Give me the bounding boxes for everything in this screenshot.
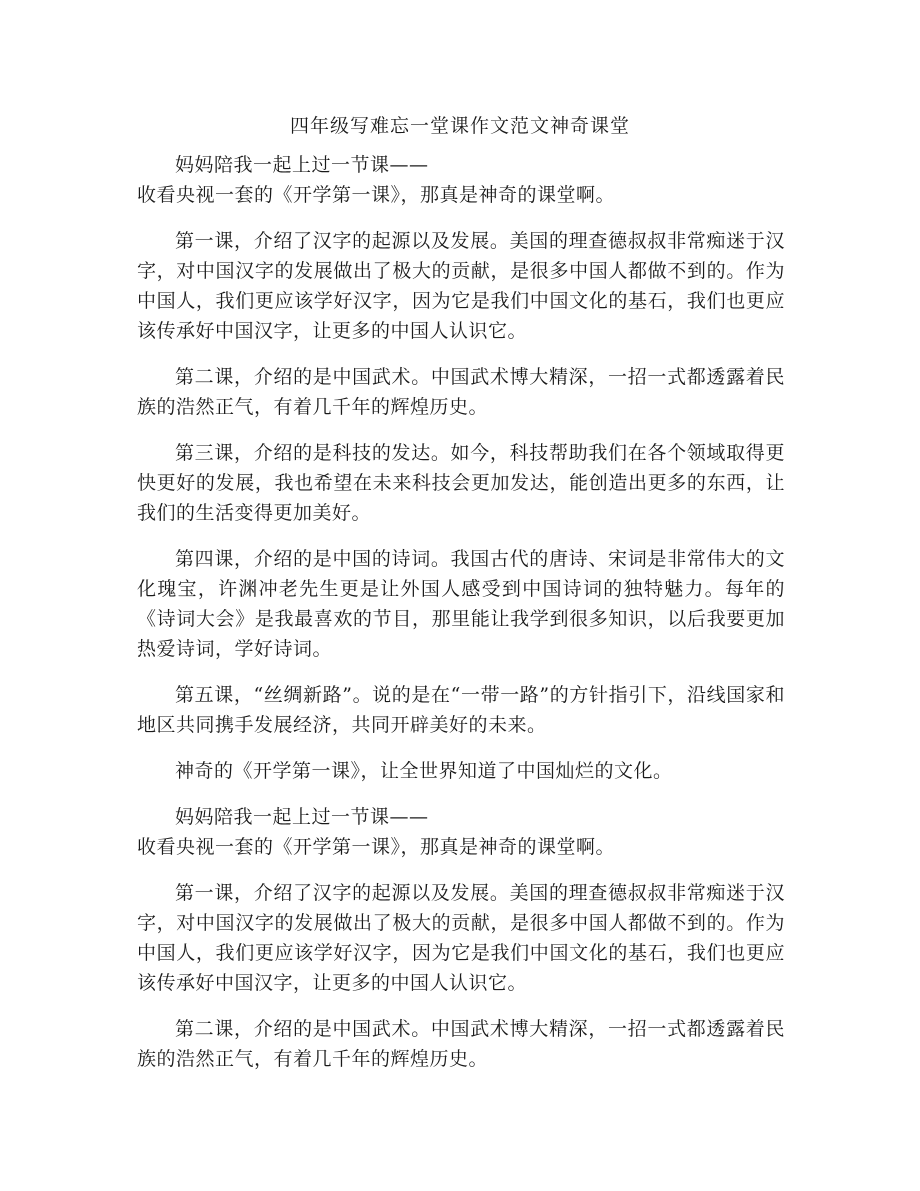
paragraph-lesson-1-repeat: 第一课，介绍了汉字的起源以及发展。美国的理查德叔叔非常痴迷于汉字，对中国汉字的发展做出了极大的贡献，是很多中国人都做不到的。作为中国人，我们更应该学好汉字，因为它是我们中国文化的基石，我们也更应该传承好中国汉字，让更多的中国人认识它。 — [137, 882, 785, 994]
paragraph-intro-repeat — [137, 802, 785, 862]
paragraph-lesson-2-repeat: 第二课，介绍的是中国武术。中国武术博大精深，一招一式都透露着民族的浩然正气，有着几千年的辉煌历史。 — [137, 1018, 785, 1070]
paragraph-lesson-3: 第三课，介绍的是科技的发达。如今，科技帮助我们在各个领域取得更快更好的发展，我也希望在未来科技会更加发达，能创造出更多的东西，让我们的生活变得更加美好。 — [137, 442, 785, 524]
paragraph-conclusion: 神奇的《开学第一课》，让全世界知道了中国灿烂的文化。 — [175, 760, 673, 782]
document-title: 四年级写难忘一堂课作文范文神奇课堂 — [289, 115, 630, 137]
document-body — [137, 150, 785, 1090]
paragraph-intro — [137, 150, 785, 210]
paragraph-lesson-5: 第五课，“丝绸新路”。说的是在“一带一路”的方针指引下，沿线国家和地区共同携手发展经济，共同开辟美好的未来。 — [137, 684, 785, 736]
paragraph-lesson-1: 第一课，介绍了汉字的起源以及发展。美国的理查德叔叔非常痴迷于汉字，对中国汉字的发展做出了极大的贡献，是很多中国人都做不到的。作为中国人，我们更应该学好汉字，因为它是我们中国文化的基石，我们也更应该传承好中国汉字，让更多的中国人认识它。 — [137, 230, 785, 342]
paragraph-lesson-2: 第二课，介绍的是中国武术。中国武术博大精深，一招一式都透露着民族的浩然正气，有着几千年的辉煌历史。 — [137, 366, 785, 418]
intro-line-continued: 收看央视一套的《开学第一课》，那真是神奇的课堂啊。 — [137, 836, 616, 858]
intro-line-continued: 收看央视一套的《开学第一课》，那真是神奇的课堂啊。 — [137, 184, 616, 206]
intro-line: 妈妈陪我一起上过一节课—— — [175, 154, 429, 176]
paragraph-lesson-4: 第四课，介绍的是中国的诗词。我国古代的唐诗、宋词是非常伟大的文化瑰宝，许渊冲老先生更是让外国人感受到中国诗词的独特魅力。每年的《诗词大会》是我最喜欢的节目，那里能让我学到很多知识，以后我要更加热爱诗词，学好诗词。 — [137, 548, 785, 660]
intro-line: 妈妈陪我一起上过一节课—— — [175, 806, 429, 828]
